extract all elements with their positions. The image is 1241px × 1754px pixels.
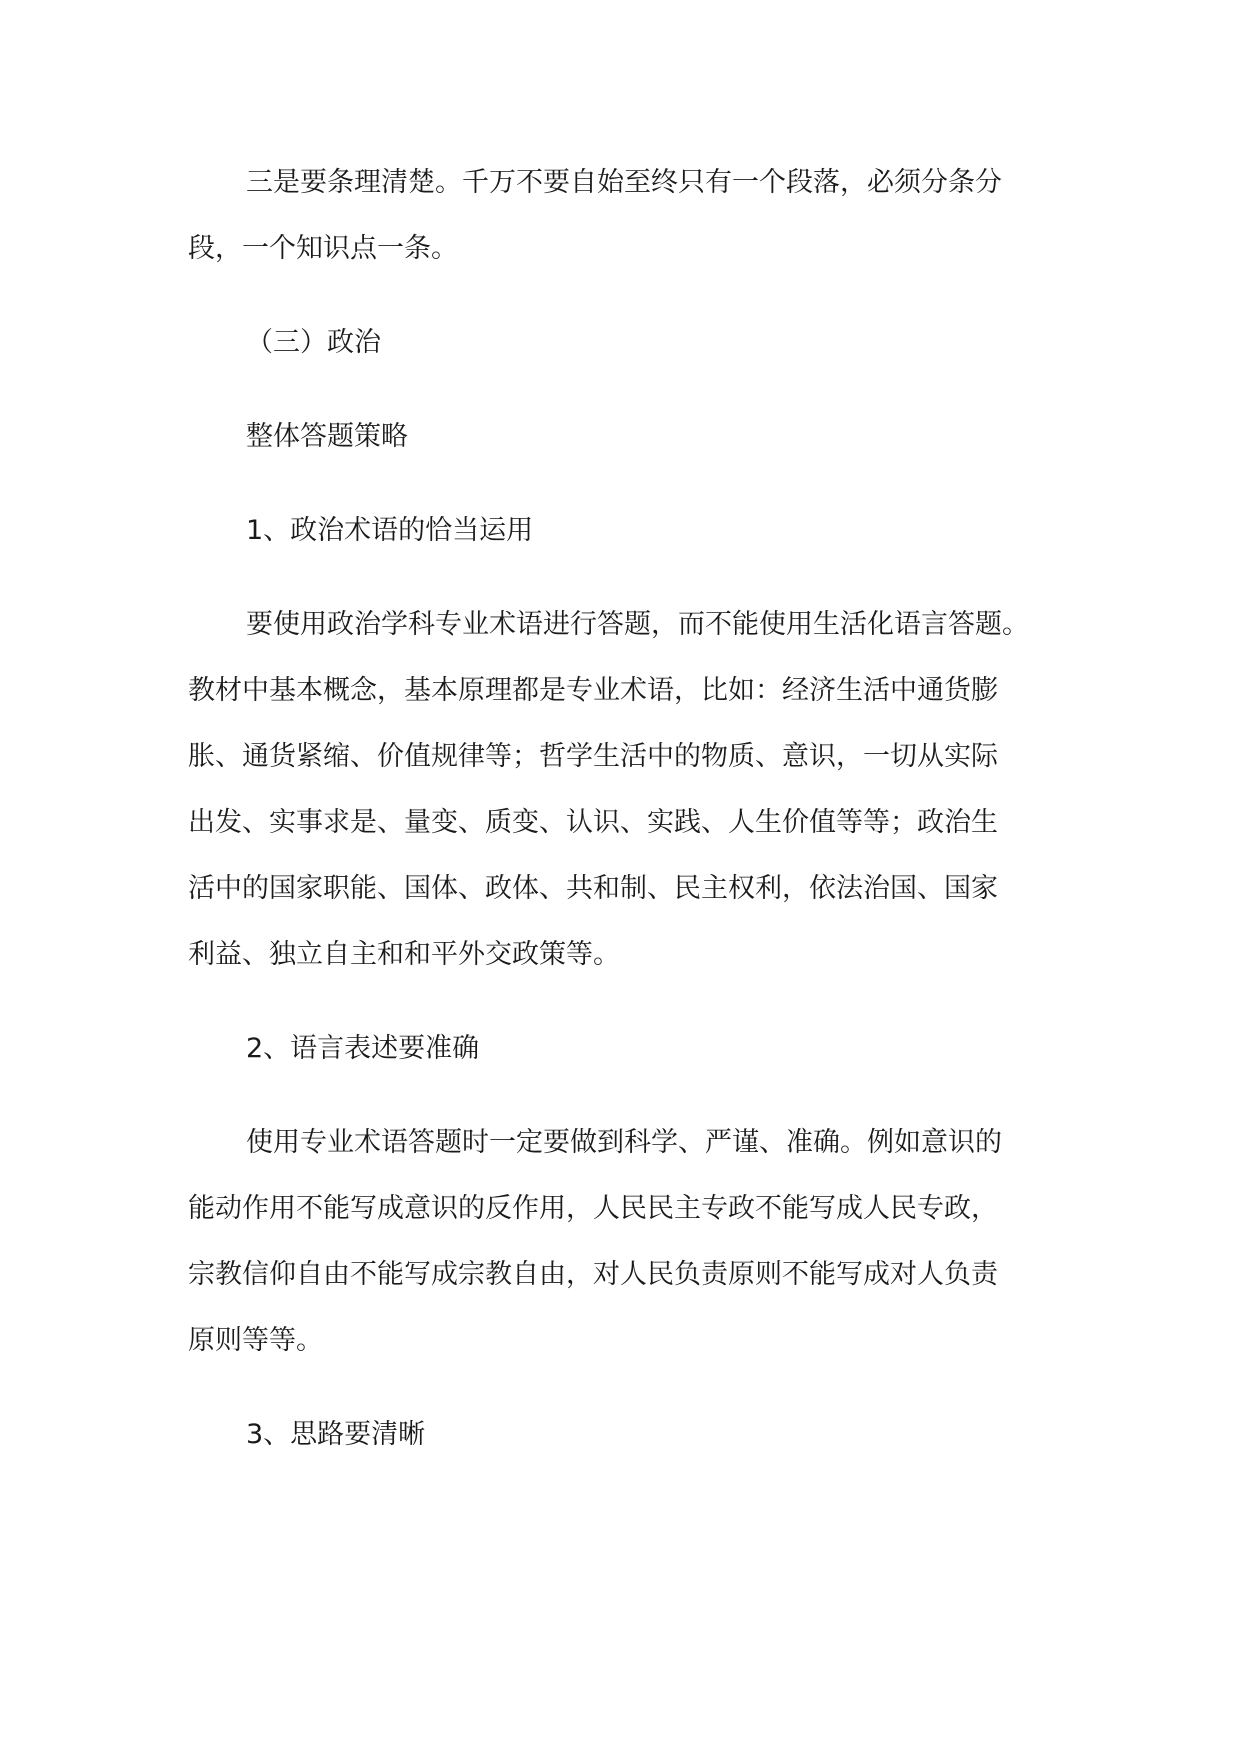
section-heading-politics bbox=[188, 310, 1048, 376]
document-body bbox=[188, 150, 1048, 1468]
paragraph-line: 整体答题策略 bbox=[246, 421, 408, 452]
paragraph-p5 bbox=[188, 592, 1048, 988]
paragraph-line: 使用专业术语答题时一定要做到科学、严谨、准确。例如意识的 bbox=[246, 1127, 1002, 1158]
paragraph-line: 3、思路要清晰 bbox=[246, 1419, 426, 1450]
paragraph-line: 胀、通货紧缩、价值规律等；哲学生活中的物质、意识，一切从实际 bbox=[188, 741, 998, 772]
paragraph-p1 bbox=[188, 150, 1048, 282]
paragraph-line: 出发、实事求是、量变、质变、认识、实践、人生价值等等；政治生 bbox=[188, 807, 998, 838]
paragraph-line: 段，一个知识点一条。 bbox=[188, 233, 458, 264]
point-heading-3 bbox=[188, 1402, 1048, 1468]
paragraph-line: 2、语言表述要准确 bbox=[246, 1033, 480, 1064]
point-heading-1 bbox=[188, 498, 1048, 564]
paragraph-line: （三）政治 bbox=[246, 327, 381, 358]
paragraph-line: 能动作用不能写成意识的反作用，人民民主专政不能写成人民专政， bbox=[188, 1193, 998, 1224]
paragraph-p7 bbox=[188, 1110, 1048, 1374]
paragraph-line: 活中的国家职能、国体、政体、共和制、民主权利，依法治国、国家 bbox=[188, 873, 998, 904]
paragraph-line: 宗教信仰自由不能写成宗教自由，对人民负责原则不能写成对人负责 bbox=[188, 1259, 998, 1290]
paragraph-line: 原则等等。 bbox=[188, 1325, 323, 1356]
paragraph-line: 教材中基本概念，基本原理都是专业术语，比如：经济生活中通货膨 bbox=[188, 675, 998, 706]
paragraph-line: 1、政治术语的恰当运用 bbox=[246, 515, 534, 546]
point-heading-2 bbox=[188, 1016, 1048, 1082]
subheading-overall-strategy bbox=[188, 404, 1048, 470]
paragraph-line: 要使用政治学科专业术语进行答题，而不能使用生活化语言答题。 bbox=[246, 609, 1029, 640]
paragraph-line: 利益、独立自主和和平外交政策等。 bbox=[188, 939, 620, 970]
paragraph-line: 三是要条理清楚。千万不要自始至终只有一个段落，必须分条分 bbox=[246, 167, 1002, 198]
